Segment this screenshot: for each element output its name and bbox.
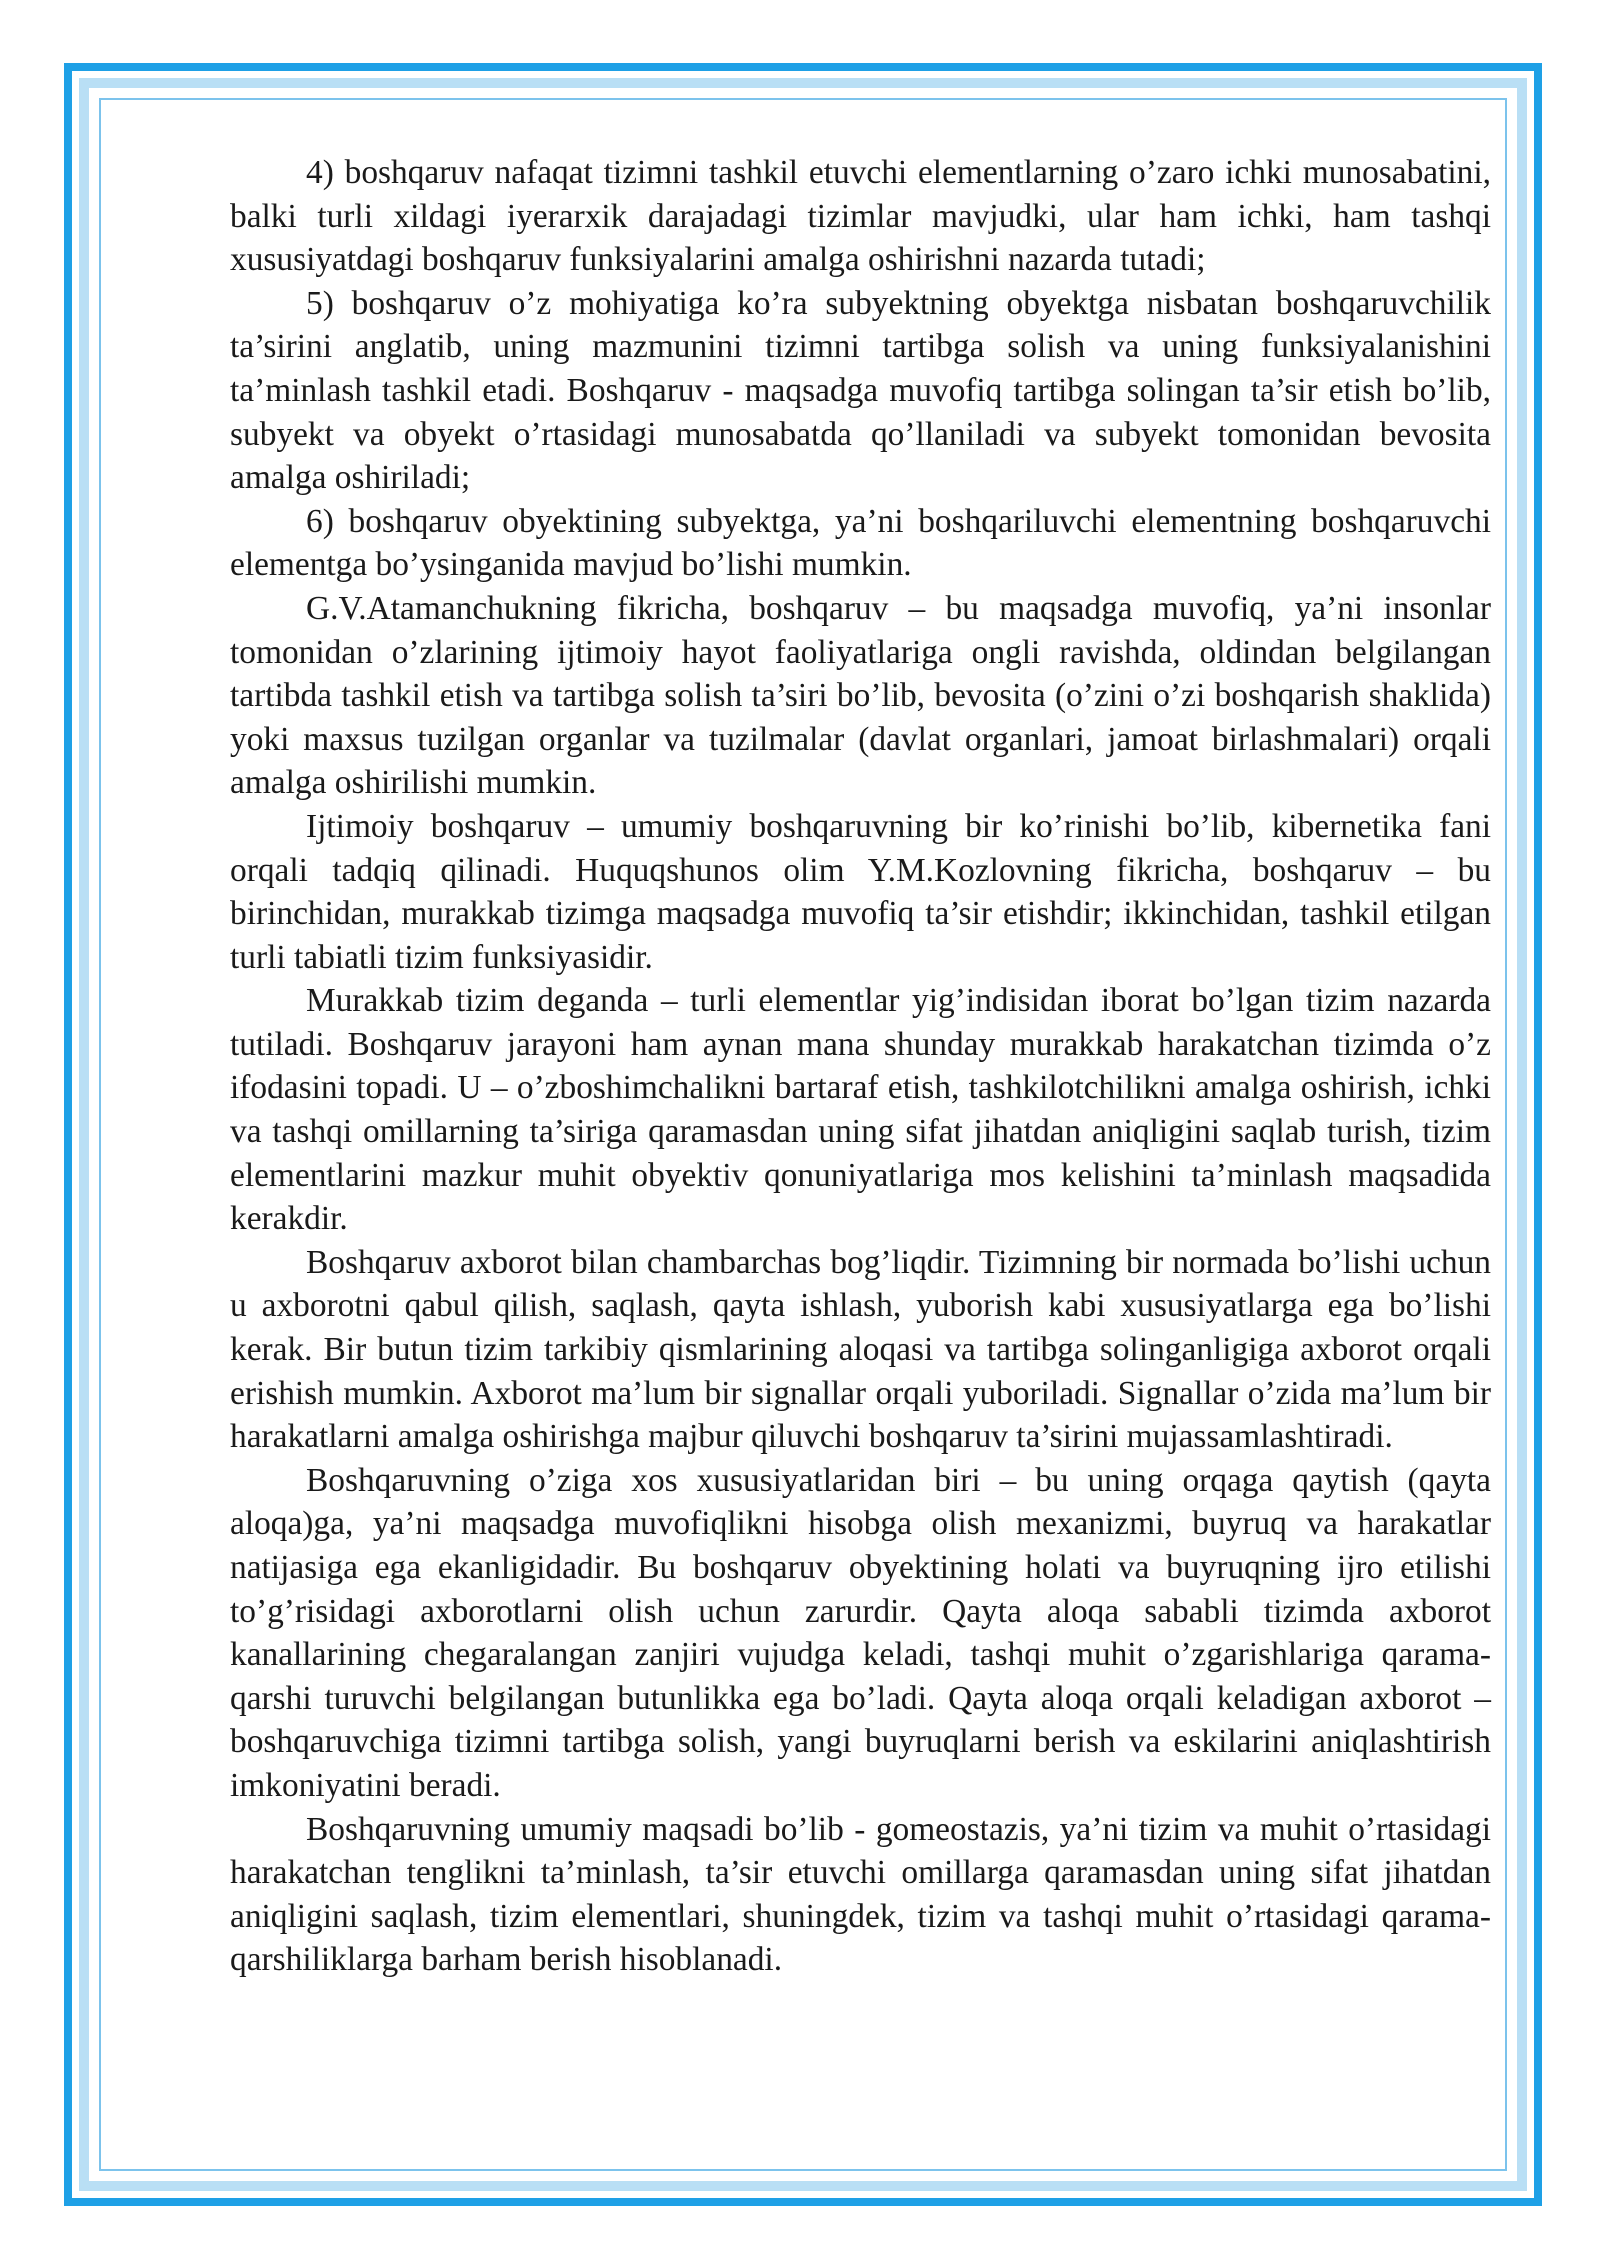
paragraph: 4) boshqaruv nafaqat tizimni tashkil etuvchi elementlarning o’zaro ichki munosabatini, balki turli xildagi iyerarxik darajadagi tizimlar mavjudki, ular ham ichki, ham tashqi xususiyatdagi boshqaruv funksiyalarini amalga oshirishni nazarda tutadi;: [230, 154, 1491, 279]
paragraph: Boshqaruvning umumiy maqsadi bo’lib - gomeostazis, ya’ni tizim va muhit o’rtasidagi harakatchan tenglikni ta’minlash, ta’sir etuvchi omillarga qaramasdan uning sifat jihatdan aniqligini saqlash, tizim elementlari, shuningdek, tizim va tashqi muhit o’rtasidagi qarama-qarshiliklarga barham berish hisoblanadi.: [230, 1810, 1491, 1979]
paragraph: Boshqaruvning o’ziga xos xususiyatlaridan biri – bu uning orqaga qaytish (qayta aloqa)ga, ya’ni maqsadga muvofiqlikni hisobga olish mexanizmi, buyruq va harakatlar natijasiga ega ekanligidadir. Bu boshqaruv obyektining holati va buyruqning ijro etilishi to’g’risidagi axborotlarni olish uchun zarurdir. Qayta aloqa sababli tizimda axborot kanallarining chegaralangan zanjiri vujudga keladi, tashqi muhit o’zgarishlariga qarama-qarshi turuvchi belgilangan butunlikka ega bo’ladi. Qayta aloqa orqali keladigan axborot – boshqaruvchiga tizimni tartibga solish, yangi buyruqlarni berish va eskilarini aniqlashtirish imkoniyatini beradi.: [230, 1461, 1491, 1804]
document-body: [230, 151, 1491, 1982]
paragraph: Ijtimoiy boshqaruv – umumiy boshqaruvning bir ko’rinishi bo’lib, kibernetika fani orqali tadqiq qilinadi. Huquqshunos olim Y.M.Kozlovning fikricha, boshqaruv – bu birinchidan, murakkab tizimga maqsadga muvofiq ta’sir etishdir; ikkinchidan, tashkil etilgan turli tabiatli tizim funksiyasidir.: [230, 807, 1491, 976]
paragraph: Murakkab tizim deganda – turli elementlar yig’indisidan iborat bo’lgan tizim nazarda tutiladi. Boshqaruv jarayoni ham aynan mana shunday murakkab harakatchan tizimda o’z ifodasini topadi. U – o’zboshimchalikni bartaraf etish, tashkilotchilikni amalga oshirish, ichki va tashqi omillarning ta’siriga qaramasdan uning sifat jihatdan aniqligini saqlab turish, tizim elementlarini mazkur muhit obyektiv qonuniyatlariga mos kelishini ta’minlash maqsadida kerakdir.: [230, 982, 1491, 1238]
paragraph: 6) boshqaruv obyektining subyektga, ya’ni boshqariluvchi elementning boshqaruvchi elementga bo’ysinganida mavjud bo’lishi mumkin.: [230, 502, 1491, 584]
paragraph: Boshqaruv axborot bilan chambarchas bog’liqdir. Tizimning bir normada bo’lishi uchun u axborotni qabul qilish, saqlash, qayta ishlash, yuborish kabi xususiyatlarga ega bo’lishi kerak. Bir butun tizim tarkibiy qismlarining aloqasi va tartibga solinganligiga axborot orqali erishish mumkin. Axborot ma’lum bir signallar orqali yuboriladi. Signallar o’zida ma’lum bir harakatlarni amalga oshirishga majbur qiluvchi boshqaruv ta’sirini mujassamlashtiradi.: [230, 1243, 1491, 1456]
paragraph: 5) boshqaruv o’z mohiyatiga ko’ra subyektning obyektga nisbatan boshqaruvchilik ta’sirini anglatib, uning mazmunini tizimni tartibga solish va uning funksiyalanishini ta’minlash tashkil etadi. Boshqaruv - maqsadga muvofiq tartibga solingan ta’sir etish bo’lib, subyekt va obyekt o’rtasidagi munosabatda qo’llaniladi va subyekt tomonidan bevosita amalga oshiriladi;: [230, 284, 1491, 497]
paragraph: G.V.Atamanchukning fikricha, boshqaruv – bu maqsadga muvofiq, ya’ni insonlar tomonidan o’zlarining ijtimoiy hayot faoliyatlariga ongli ravishda, oldindan belgilangan tartibda tashkil etish va tartibga solish ta’siri bo’lib, bevosita (o’zini o’zi boshqarish shaklida) yoki maxsus tuzilgan organlar va tuzilmalar (davlat organlari, jamoat birlashmalari) orqali amalga oshirilishi mumkin.: [230, 589, 1491, 802]
